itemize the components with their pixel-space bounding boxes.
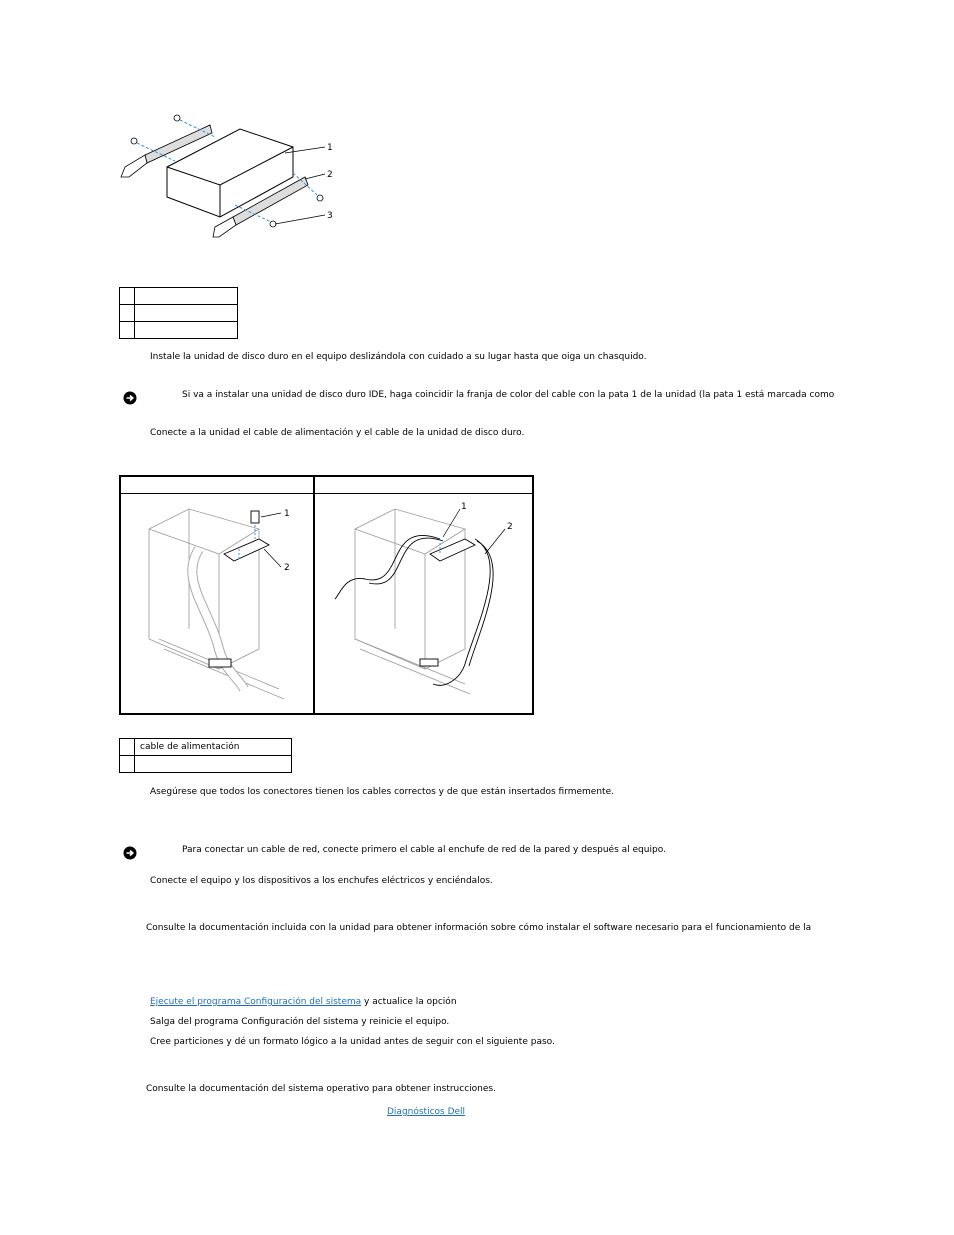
ide-drive-panel — [119, 475, 315, 715]
step-partition: Cree particiones y dé un formato lógico a la unidad antes de seguir con el siguiente paso. — [150, 1037, 555, 1047]
software-doc-text: Consulte la documentación incluida con la unidad para obtener información sobre cómo instalar el software necesario para el funcionamiento de la — [146, 923, 812, 933]
sata-cable-illustration — [325, 499, 525, 709]
step-exit-setup: Salga del programa Configuración del sistema y reinicie el equipo. — [150, 1017, 450, 1027]
drive-rails-illustration — [115, 105, 345, 240]
notice-ide-text: Si va a instalar una unidad de disco duro IDE, haga coincidir la franja de color del cable con la pata 1 de la unidad (la pata 1 está marcada como — [182, 390, 835, 400]
legend-number — [120, 288, 135, 305]
sata-drive-panel — [313, 475, 534, 715]
system-setup-link[interactable]: Ejecute el programa Configuración del sistema — [150, 997, 362, 1007]
table-row — [120, 322, 238, 339]
os-doc-text: Consulte la documentación del sistema operativo para obtener instrucciones. — [146, 1084, 496, 1094]
step-power-on: Conecte el equipo y los dispositivos a los enchufes eléctricos y enciéndalos. — [150, 876, 493, 886]
notice-network-text: Para conectar un cable de red, conecte primero el cable al enchufe de red de la pared y después al equipo. — [182, 845, 666, 855]
step-check-connectors: Asegúrese que todos los conectores tienen los cables correctos y de que están insertados firmemente. — [150, 787, 614, 797]
legend-number — [120, 305, 135, 322]
table-row — [120, 739, 292, 756]
table-row — [120, 756, 292, 773]
notice-icon — [123, 391, 137, 405]
setup-rest-text: y actualice la opción — [361, 997, 457, 1007]
sata-callout-2: 2 — [507, 522, 513, 532]
figure1-callout-3: 3 — [327, 211, 333, 221]
dell-diagnostics-link[interactable]: Diagnósticos Dell — [387, 1107, 466, 1117]
ide-cable-illustration — [129, 499, 307, 709]
step-install-drive: Instale la unidad de disco duro en el equipo deslizándola con cuidado a su lugar hasta que oiga un chasquido. — [150, 352, 647, 362]
step-run-setup — [150, 997, 457, 1008]
step-connect-cables: Conecte a la unidad el cable de alimentación y el cable de la unidad de disco duro. — [150, 428, 525, 438]
legend-number — [120, 739, 135, 756]
dell-diagnostics-wrapper — [387, 1107, 465, 1118]
table-row — [120, 305, 238, 322]
figure1-callout-1: 1 — [327, 143, 333, 153]
legend-number — [120, 322, 135, 339]
table-row — [120, 288, 238, 305]
figure2-legend — [119, 738, 292, 773]
legend-label — [135, 756, 292, 773]
legend-label — [135, 288, 238, 305]
legend-label — [135, 305, 238, 322]
figure1-callout-2: 2 — [327, 170, 333, 180]
ide-callout-1: 1 — [284, 509, 290, 519]
legend-label — [135, 322, 238, 339]
sata-callout-1: 1 — [461, 502, 467, 512]
ide-callout-2: 2 — [284, 563, 290, 573]
figure1-legend — [119, 287, 238, 339]
notice-icon — [123, 846, 137, 860]
legend-label: cable de alimentación — [135, 739, 292, 756]
legend-number — [120, 756, 135, 773]
